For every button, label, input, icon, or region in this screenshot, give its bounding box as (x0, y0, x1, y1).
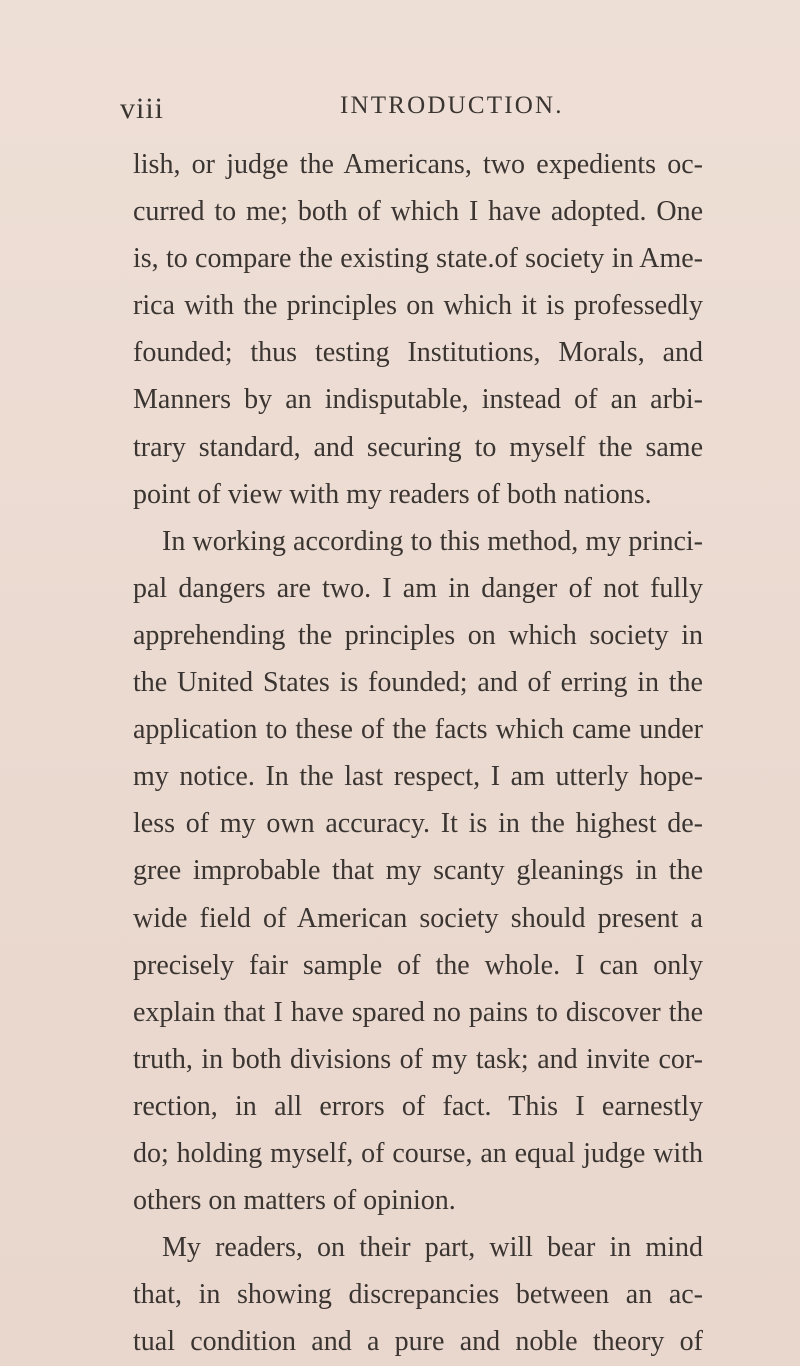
text-line: explain that I have spared no pains to discover the (133, 996, 703, 1028)
text-line: curred to me; both of which I have adopted. One (133, 196, 703, 228)
text-line: rection, in all errors of fact. This I earnestly (133, 1090, 703, 1122)
text-line: point of view with my readers of both nations. (133, 478, 652, 510)
text-line: founded; thus testing Institutions, Morals, and (133, 337, 703, 369)
text-line: precisely fair sample of the whole. I can only (133, 949, 703, 981)
text-line: pal dangers are two. I am in danger of not fully (133, 572, 703, 604)
text-line: do; holding myself, of course, an equal judge with (133, 1137, 703, 1169)
page-number: viii (120, 92, 165, 125)
text-line: that, in showing discrepancies between an ac- (133, 1279, 703, 1311)
text-line: In working according to this method, my princi- (162, 525, 703, 557)
text-line: is, to compare the existing state.of society in Ame- (133, 243, 703, 275)
text-line: application to these of the facts which came under (133, 714, 703, 746)
text-line: others on matters of opinion. (133, 1185, 456, 1217)
text-line: wide field of American society should present a (133, 902, 703, 934)
text-line: tual condition and a pure and noble theory of (133, 1326, 703, 1358)
page-header (120, 92, 740, 132)
text-line: my notice. In the last respect, I am utterly hope- (133, 761, 703, 793)
text-line: gree improbable that my scanty gleanings in the (133, 855, 703, 887)
text-line: lish, or judge the Americans, two expedients oc- (133, 149, 703, 180)
text-line: Manners by an indisputable, instead of an arbi- (133, 384, 703, 416)
text-line: rica with the principles on which it is professedly (133, 290, 703, 322)
body-text (133, 141, 703, 1365)
text-line: truth, in both divisions of my task; and invite cor- (133, 1043, 703, 1075)
text-line: the United States is founded; and of erring in the (133, 667, 703, 699)
text-line: apprehending the principles on which society in (133, 619, 703, 651)
text-line: trary standard, and securing to myself the same (133, 431, 703, 463)
text-line: My readers, on their part, will bear in mind (162, 1232, 703, 1264)
running-head: INTRODUCTION. (340, 92, 564, 119)
text-line: less of my own accuracy. It is in the highest de- (133, 808, 703, 840)
